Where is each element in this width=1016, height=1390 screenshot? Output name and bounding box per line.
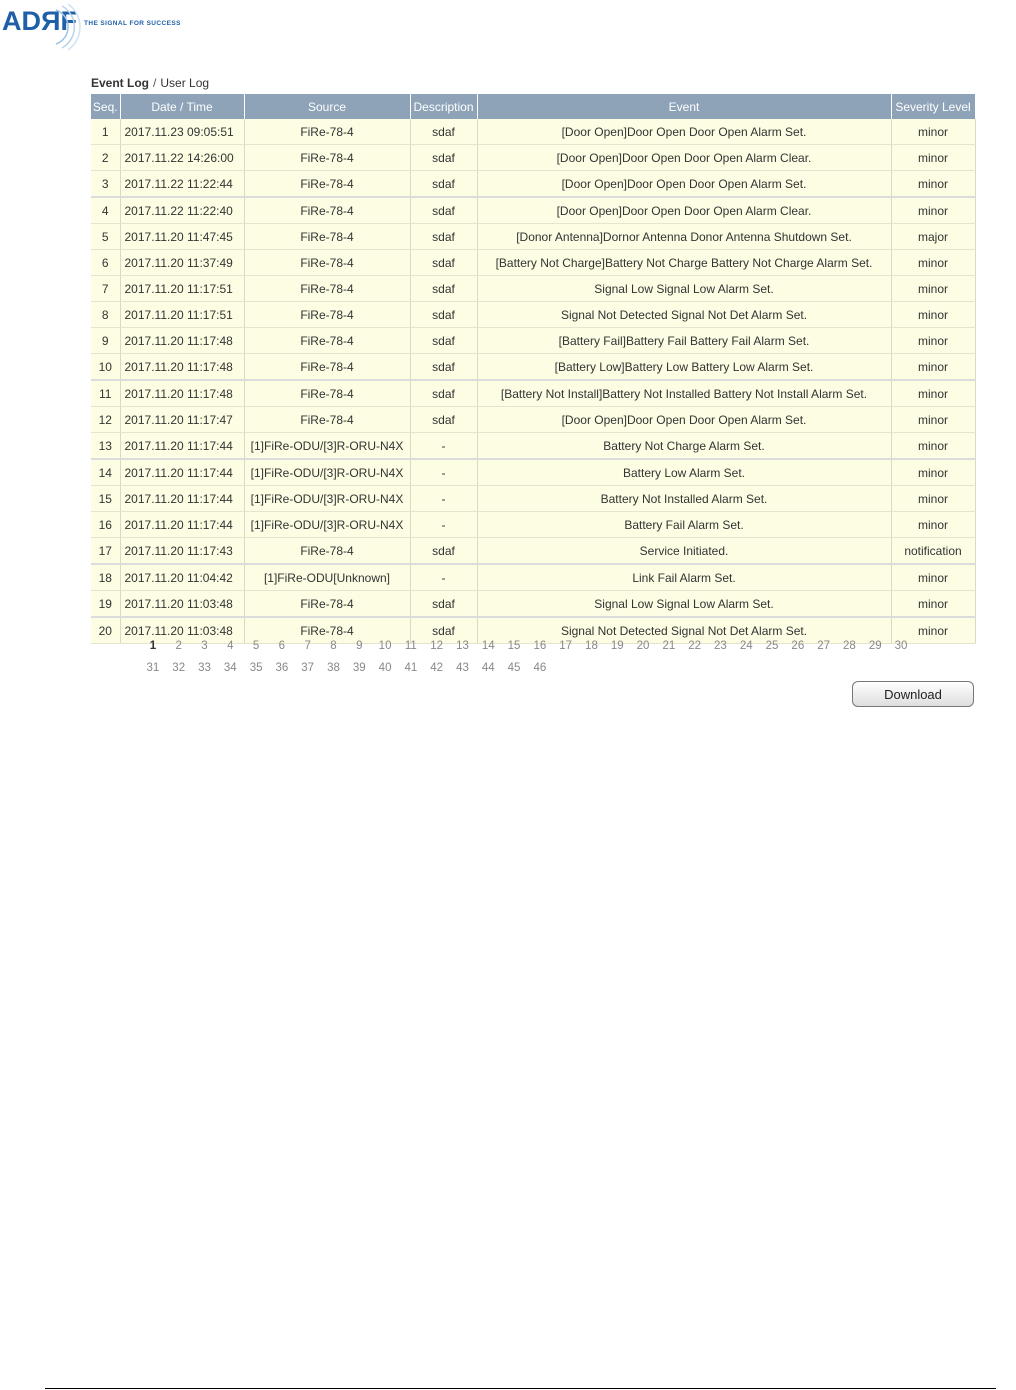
header-event: Event <box>477 94 891 119</box>
cell-description: - <box>410 512 477 538</box>
cell-severity: minor <box>891 302 975 328</box>
cell-description: sdaf <box>410 250 477 276</box>
cell-date-time: 2017.11.20 11:17:48 <box>120 380 244 407</box>
cell-description: sdaf <box>410 617 477 644</box>
cell-event: [Battery Fail]Battery Fail Battery Fail Alarm Set. <box>477 328 891 354</box>
page-link-25[interactable]: 25 <box>765 640 779 652</box>
pagination <box>140 640 930 684</box>
cell-severity: minor <box>891 119 975 145</box>
cell-event: [Door Open]Door Open Door Open Alarm Set. <box>477 407 891 433</box>
cell-source: FiRe-78-4 <box>244 302 410 328</box>
cell-severity: notification <box>891 538 975 565</box>
logo-wordmark: ADRF <box>2 6 77 36</box>
breadcrumb-user-log[interactable]: User Log <box>160 76 210 90</box>
page-link-13[interactable]: 13 <box>456 640 469 652</box>
page-link-34[interactable]: 34 <box>223 662 237 674</box>
table-row[interactable] <box>91 224 975 250</box>
cell-description: sdaf <box>410 171 477 198</box>
cell-event: Battery Not Installed Alarm Set. <box>477 486 891 512</box>
page-link-1[interactable]: 1 <box>149 640 157 652</box>
pagination-row <box>140 662 930 684</box>
download-button[interactable]: Download <box>852 681 974 707</box>
breadcrumb-event-log[interactable]: Event Log <box>91 76 150 90</box>
page-link-31[interactable]: 31 <box>146 662 160 674</box>
page-link-45[interactable]: 45 <box>507 662 521 674</box>
cell-event: [Battery Low]Battery Low Battery Low Alarm Set. <box>477 354 891 381</box>
cell-description: sdaf <box>410 380 477 407</box>
cell-source: FiRe-78-4 <box>244 538 410 565</box>
header-seq: Seq. <box>91 94 120 119</box>
cell-seq: 20 <box>91 617 120 644</box>
cell-seq: 6 <box>91 250 120 276</box>
cell-date-time: 2017.11.20 11:17:43 <box>120 538 244 565</box>
cell-severity: minor <box>891 486 975 512</box>
cell-source: [1]FiRe-ODU[Unknown] <box>244 564 410 591</box>
cell-severity: minor <box>891 591 975 618</box>
table-row[interactable] <box>91 380 975 407</box>
page-link-2[interactable]: 2 <box>175 640 182 652</box>
cell-description: sdaf <box>410 407 477 433</box>
page-link-37[interactable]: 37 <box>301 662 315 674</box>
cell-date-time: 2017.11.20 11:03:48 <box>120 591 244 618</box>
cell-severity: minor <box>891 407 975 433</box>
table-row[interactable] <box>91 302 975 328</box>
page-link-10[interactable]: 10 <box>378 640 392 652</box>
cell-severity: minor <box>891 617 975 644</box>
cell-source: FiRe-78-4 <box>244 617 410 644</box>
table-row[interactable] <box>91 512 975 538</box>
cell-date-time: 2017.11.20 11:03:48 <box>120 617 244 644</box>
table-row[interactable] <box>91 328 975 354</box>
cell-source: FiRe-78-4 <box>244 250 410 276</box>
page-link-16[interactable]: 16 <box>533 640 547 652</box>
cell-seq: 15 <box>91 486 120 512</box>
table-row[interactable] <box>91 459 975 486</box>
cell-seq: 4 <box>91 197 120 224</box>
cell-event: [Door Open]Door Open Door Open Alarm Clear. <box>477 197 891 224</box>
cell-event: [Door Open]Door Open Door Open Alarm Set. <box>477 171 891 198</box>
header-description: Description <box>410 94 477 119</box>
table-row[interactable] <box>91 354 975 381</box>
cell-source: FiRe-78-4 <box>244 197 410 224</box>
cell-description: - <box>410 564 477 591</box>
cell-event: Battery Fail Alarm Set. <box>477 512 891 538</box>
table-row[interactable] <box>91 407 975 433</box>
cell-seq: 18 <box>91 564 120 591</box>
cell-event: Signal Low Signal Low Alarm Set. <box>477 276 891 302</box>
cell-source: FiRe-78-4 <box>244 354 410 381</box>
logo-tagline: THE SIGNAL FOR SUCCESS <box>84 20 181 27</box>
cell-date-time: 2017.11.20 11:17:51 <box>120 276 244 302</box>
cell-description: sdaf <box>410 354 477 381</box>
cell-source: [1]FiRe-ODU/[3]R-ORU-N4X <box>244 459 410 486</box>
cell-event: Signal Not Detected Signal Not Det Alarm Set. <box>477 302 891 328</box>
page-link-9[interactable]: 9 <box>356 640 363 652</box>
cell-severity: major <box>891 224 975 250</box>
cell-description: sdaf <box>410 538 477 565</box>
page-link-23[interactable]: 23 <box>714 640 727 652</box>
cell-seq: 2 <box>91 145 120 171</box>
page-link-44[interactable]: 44 <box>481 662 495 674</box>
page-link-26[interactable]: 26 <box>791 640 805 652</box>
page-link-7[interactable]: 7 <box>304 640 311 652</box>
page-link-33[interactable]: 33 <box>198 662 211 674</box>
cell-event: [Door Open]Door Open Door Open Alarm Clear. <box>477 145 891 171</box>
cell-event: [Battery Not Charge]Battery Not Charge Battery Not Charge Alarm Set. <box>477 250 891 276</box>
page-link-20[interactable]: 20 <box>636 640 650 652</box>
cell-source: [1]FiRe-ODU/[3]R-ORU-N4X <box>244 433 410 460</box>
cell-severity: minor <box>891 433 975 460</box>
table-row[interactable] <box>91 276 975 302</box>
header-source: Source <box>244 94 410 119</box>
cell-description: sdaf <box>410 328 477 354</box>
cell-date-time: 2017.11.20 11:17:44 <box>120 486 244 512</box>
breadcrumb <box>91 76 209 90</box>
cell-date-time: 2017.11.22 11:22:44 <box>120 171 244 198</box>
cell-seq: 5 <box>91 224 120 250</box>
cell-severity: minor <box>891 459 975 486</box>
page-link-11[interactable]: 11 <box>404 640 417 652</box>
cell-seq: 12 <box>91 407 120 433</box>
cell-seq: 13 <box>91 433 120 460</box>
cell-seq: 17 <box>91 538 120 565</box>
page-link-12[interactable]: 12 <box>430 640 444 652</box>
table-row[interactable] <box>91 119 975 145</box>
table-row[interactable] <box>91 433 975 460</box>
cell-date-time: 2017.11.20 11:17:44 <box>120 433 244 460</box>
cell-severity: minor <box>891 380 975 407</box>
signal-waves-icon <box>46 2 86 52</box>
adrf-logo <box>0 0 200 54</box>
page-link-38[interactable]: 38 <box>327 662 340 674</box>
page-link-8[interactable]: 8 <box>330 640 337 652</box>
footer-divider <box>45 1388 996 1389</box>
cell-date-time: 2017.11.22 14:26:00 <box>120 145 244 171</box>
cell-severity: minor <box>891 354 975 381</box>
cell-event: Service Initiated. <box>477 538 891 565</box>
page-link-36[interactable]: 36 <box>275 662 289 674</box>
page-link-46[interactable]: 46 <box>533 662 547 674</box>
cell-source: FiRe-78-4 <box>244 591 410 618</box>
cell-seq: 11 <box>91 380 120 407</box>
cell-event: [Door Open]Door Open Door Open Alarm Set. <box>477 119 891 145</box>
cell-date-time: 2017.11.20 11:37:49 <box>120 250 244 276</box>
cell-description: - <box>410 486 477 512</box>
cell-seq: 19 <box>91 591 120 618</box>
cell-seq: 8 <box>91 302 120 328</box>
page-link-15[interactable]: 15 <box>507 640 521 652</box>
cell-severity: minor <box>891 171 975 198</box>
cell-severity: minor <box>891 564 975 591</box>
cell-event: [Battery Not Install]Battery Not Installed Battery Not Install Alarm Set. <box>477 380 891 407</box>
cell-severity: minor <box>891 250 975 276</box>
cell-source: FiRe-78-4 <box>244 171 410 198</box>
header-date-time: Date / Time <box>120 94 244 119</box>
pagination-row <box>140 640 930 662</box>
page-link-18[interactable]: 18 <box>585 640 598 652</box>
cell-event: [Donor Antenna]Dornor Antenna Donor Antenna Shutdown Set. <box>477 224 891 250</box>
page-link-41[interactable]: 41 <box>404 662 418 674</box>
page-link-19[interactable]: 19 <box>610 640 624 652</box>
cell-description: sdaf <box>410 591 477 618</box>
cell-description: - <box>410 433 477 460</box>
cell-date-time: 2017.11.23 09:05:51 <box>120 119 244 145</box>
cell-description: sdaf <box>410 197 477 224</box>
cell-severity: minor <box>891 145 975 171</box>
cell-source: FiRe-78-4 <box>244 407 410 433</box>
table-body <box>91 119 975 644</box>
cell-severity: minor <box>891 276 975 302</box>
page-link-35[interactable]: 35 <box>249 662 263 674</box>
cell-source: FiRe-78-4 <box>244 380 410 407</box>
cell-severity: minor <box>891 328 975 354</box>
page-link-32[interactable]: 32 <box>172 662 186 674</box>
table-row[interactable] <box>91 564 975 591</box>
table-row[interactable] <box>91 486 975 512</box>
event-log-table <box>91 94 976 644</box>
cell-date-time: 2017.11.20 11:17:44 <box>120 459 244 486</box>
cell-date-time: 2017.11.20 11:17:44 <box>120 512 244 538</box>
cell-seq: 3 <box>91 171 120 198</box>
cell-seq: 9 <box>91 328 120 354</box>
cell-date-time: 2017.11.20 11:17:47 <box>120 407 244 433</box>
cell-event: Link Fail Alarm Set. <box>477 564 891 591</box>
cell-source: FiRe-78-4 <box>244 328 410 354</box>
page-link-39[interactable]: 39 <box>352 662 366 674</box>
cell-severity: minor <box>891 512 975 538</box>
breadcrumb-separator: / <box>153 76 157 90</box>
cell-seq: 1 <box>91 119 120 145</box>
page-link-6[interactable]: 6 <box>278 640 286 652</box>
cell-source: FiRe-78-4 <box>244 145 410 171</box>
page-link-14[interactable]: 14 <box>481 640 495 652</box>
cell-source: [1]FiRe-ODU/[3]R-ORU-N4X <box>244 512 410 538</box>
cell-source: FiRe-78-4 <box>244 276 410 302</box>
cell-source: FiRe-78-4 <box>244 224 410 250</box>
page-link-3[interactable]: 3 <box>201 640 208 652</box>
table-row[interactable] <box>91 538 975 565</box>
table-row[interactable] <box>91 250 975 276</box>
cell-severity: minor <box>891 197 975 224</box>
table-row[interactable] <box>91 145 975 171</box>
page-link-17[interactable]: 17 <box>559 640 573 652</box>
cell-source: [1]FiRe-ODU/[3]R-ORU-N4X <box>244 486 410 512</box>
cell-event: Signal Not Detected Signal Not Det Alarm Set. <box>477 617 891 644</box>
cell-date-time: 2017.11.20 11:47:45 <box>120 224 244 250</box>
cell-seq: 14 <box>91 459 120 486</box>
page-link-30[interactable]: 30 <box>894 640 908 652</box>
page-link-42[interactable]: 42 <box>430 662 444 674</box>
table-row[interactable] <box>91 171 975 198</box>
cell-seq: 7 <box>91 276 120 302</box>
cell-event: Signal Low Signal Low Alarm Set. <box>477 591 891 618</box>
cell-description: sdaf <box>410 145 477 171</box>
table-row[interactable] <box>91 197 975 224</box>
cell-date-time: 2017.11.22 11:22:40 <box>120 197 244 224</box>
page-link-21[interactable]: 21 <box>662 640 676 652</box>
page-link-43[interactable]: 43 <box>456 662 469 674</box>
page-link-27[interactable]: 27 <box>817 640 831 652</box>
header-severity-level: Severity Level <box>891 94 975 119</box>
page-link-22[interactable]: 22 <box>688 640 702 652</box>
table-header-row <box>91 94 975 119</box>
cell-seq: 16 <box>91 512 120 538</box>
cell-description: sdaf <box>410 302 477 328</box>
table-row[interactable] <box>91 591 975 618</box>
cell-seq: 10 <box>91 354 120 381</box>
page-link-28[interactable]: 28 <box>843 640 856 652</box>
cell-description: sdaf <box>410 276 477 302</box>
cell-event: Battery Low Alarm Set. <box>477 459 891 486</box>
cell-date-time: 2017.11.20 11:17:48 <box>120 354 244 381</box>
cell-event: Battery Not Charge Alarm Set. <box>477 433 891 460</box>
cell-source: FiRe-78-4 <box>244 119 410 145</box>
page-link-5[interactable]: 5 <box>252 640 260 652</box>
cell-description: - <box>410 459 477 486</box>
cell-date-time: 2017.11.20 11:17:48 <box>120 328 244 354</box>
cell-date-time: 2017.11.20 11:17:51 <box>120 302 244 328</box>
cell-description: sdaf <box>410 119 477 145</box>
page-link-4[interactable]: 4 <box>227 640 234 652</box>
page-link-29[interactable]: 29 <box>868 640 882 652</box>
cell-description: sdaf <box>410 224 477 250</box>
cell-date-time: 2017.11.20 11:04:42 <box>120 564 244 591</box>
page-link-24[interactable]: 24 <box>739 640 753 652</box>
page-link-40[interactable]: 40 <box>378 662 392 674</box>
